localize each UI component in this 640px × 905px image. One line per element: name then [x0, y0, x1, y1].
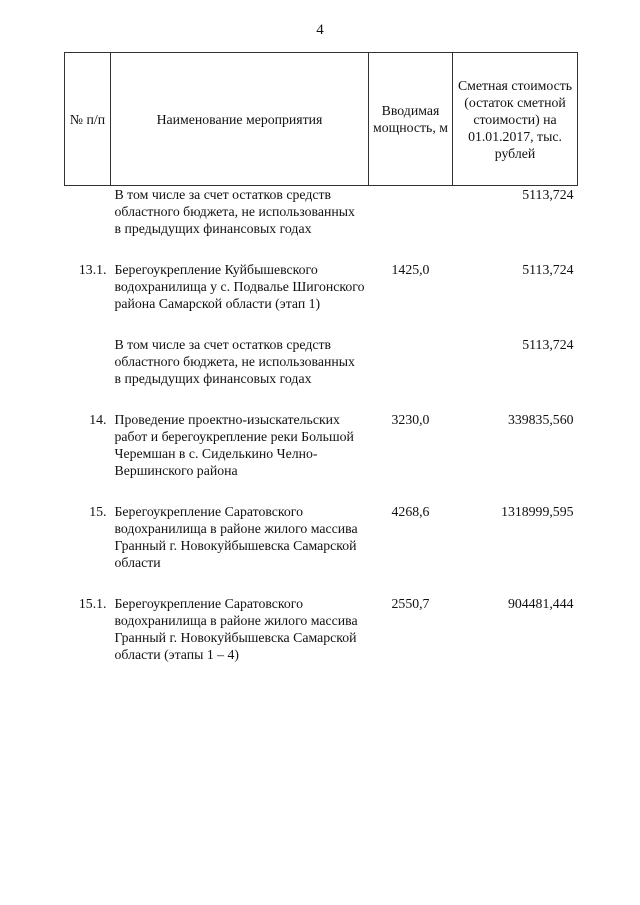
- row-cost: 1318999,595: [501, 504, 574, 519]
- row-num: 15.: [89, 504, 107, 519]
- row-name: В том числе за счет остатков средств областного бюджета, не использованных в предыдущих финансовых годах: [114, 187, 355, 236]
- table-row: [65, 186, 578, 262]
- table-row: [65, 595, 578, 687]
- row-capacity: 3230,0: [391, 412, 430, 427]
- row-cost: 904481,444: [507, 596, 574, 611]
- row-cost: 5113,724: [522, 337, 574, 352]
- row-name: Проведение проектно-изыскательских работ и берегоукрепление реки Большой Черемшан в с. Сиделькино Челно-Вершинского района: [114, 412, 354, 478]
- row-name: Берегоукрепление Куйбышевского водохранилища у с. Подвалье Шигонского района Самарской области (этап 1): [114, 262, 365, 311]
- row-name: Берегоукрепление Саратовского водохранилища в районе жилого массива Гранный г. Новокуйбышевска Самарской области (этапы 1 – 4): [114, 596, 358, 662]
- table-row: [65, 261, 578, 336]
- table-row: [65, 336, 578, 411]
- page-number: 4: [316, 22, 324, 38]
- table-header-row: [65, 53, 578, 186]
- row-num: 14.: [89, 412, 107, 427]
- row-capacity: 2550,7: [391, 596, 430, 611]
- table-row: [65, 411, 578, 503]
- row-capacity: [369, 186, 453, 262]
- row-name: Берегоукрепление Саратовского водохранилища в районе жилого массива Гранный г. Новокуйбышевска Самарской области: [114, 504, 358, 570]
- row-num: 13.1.: [78, 262, 107, 277]
- header-cost: Сметная стоимость (остаток сметной стоимости) на 01.01.2017, тыс. рублей: [453, 53, 578, 186]
- row-name: В том числе за счет остатков средств областного бюджета, не использованных в предыдущих финансовых годах: [114, 337, 355, 386]
- header-num: № п/п: [65, 53, 111, 186]
- row-cost: 5113,724: [522, 262, 574, 277]
- row-capacity: [369, 336, 453, 411]
- row-cost: 339835,560: [507, 412, 574, 427]
- row-num: [65, 336, 111, 411]
- row-capacity: 1425,0: [391, 262, 430, 277]
- header-name: Наименование мероприятия: [111, 53, 369, 186]
- row-capacity: 4268,6: [391, 504, 430, 519]
- measures-table: [64, 52, 578, 687]
- row-cost: 5113,724: [522, 187, 574, 202]
- table-row: [65, 503, 578, 595]
- row-num: [65, 186, 111, 262]
- row-num: 15.1.: [78, 596, 107, 611]
- header-capacity: Вводимая мощность, м: [369, 53, 453, 186]
